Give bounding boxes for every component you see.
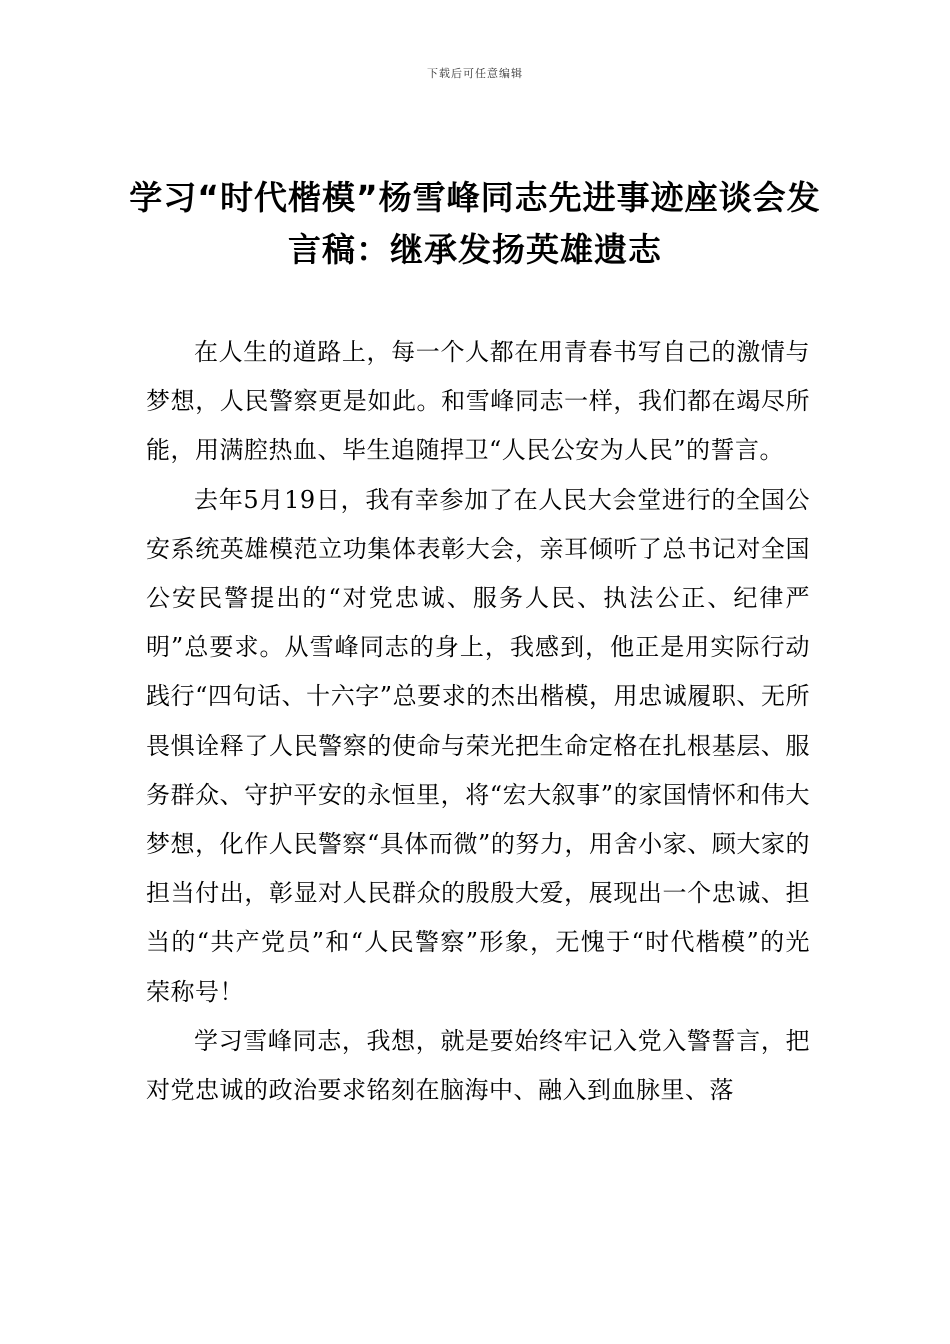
document-body xyxy=(146,328,810,1115)
paragraph: 学习雪峰同志，我想，就是要始终牢记入党入警誓言，把对党忠诚的政治要求铭刻在脑海中、融入到血脉里、落 xyxy=(146,1026,810,1105)
paragraph: 在人生的道路上，每一个人都在用青春书写自己的激情与梦想，人民警察更是如此。和雪峰同志一样，我们都在竭尽所能，用满腔热血、毕生追随捍卫“人民公安为人民”的誓言。 xyxy=(146,338,810,465)
document-title: 学习“时代楷模”杨雪峰同志先进事迹座谈会发言稿：继承发扬英雄遗志 xyxy=(129,178,821,269)
header-note: 下载后可任意编辑 xyxy=(427,67,523,80)
paragraph: 去年5月19日，我有幸参加了在人民大会堂进行的全国公安系统英雄模范立功集体表彰大会，亲耳倾听了总书记对全国公安民警提出的“对党忠诚、服务人民、执法公正、纪律严明”总要求。从雪峰同志的身上，我感到，他正是用实际行动践行“四句话、十六字”总要求的杰出楷模，用忠诚履职、无所畏惧诠释了人民警察的使命与荣光把生命定格在扎根基层、服务群众、守护平安的永恒里，将“宏大叙事”的家国情怀和伟大梦想，化作人民警察“具体而微”的努力，用舍小家、顾大家的担当付出，彰显对人民群众的殷殷大爱，展现出一个忠诚、担当的“共产党员”和“人民警察”形象，无愧于“时代楷模”的光荣称号！ xyxy=(146,485,810,1006)
